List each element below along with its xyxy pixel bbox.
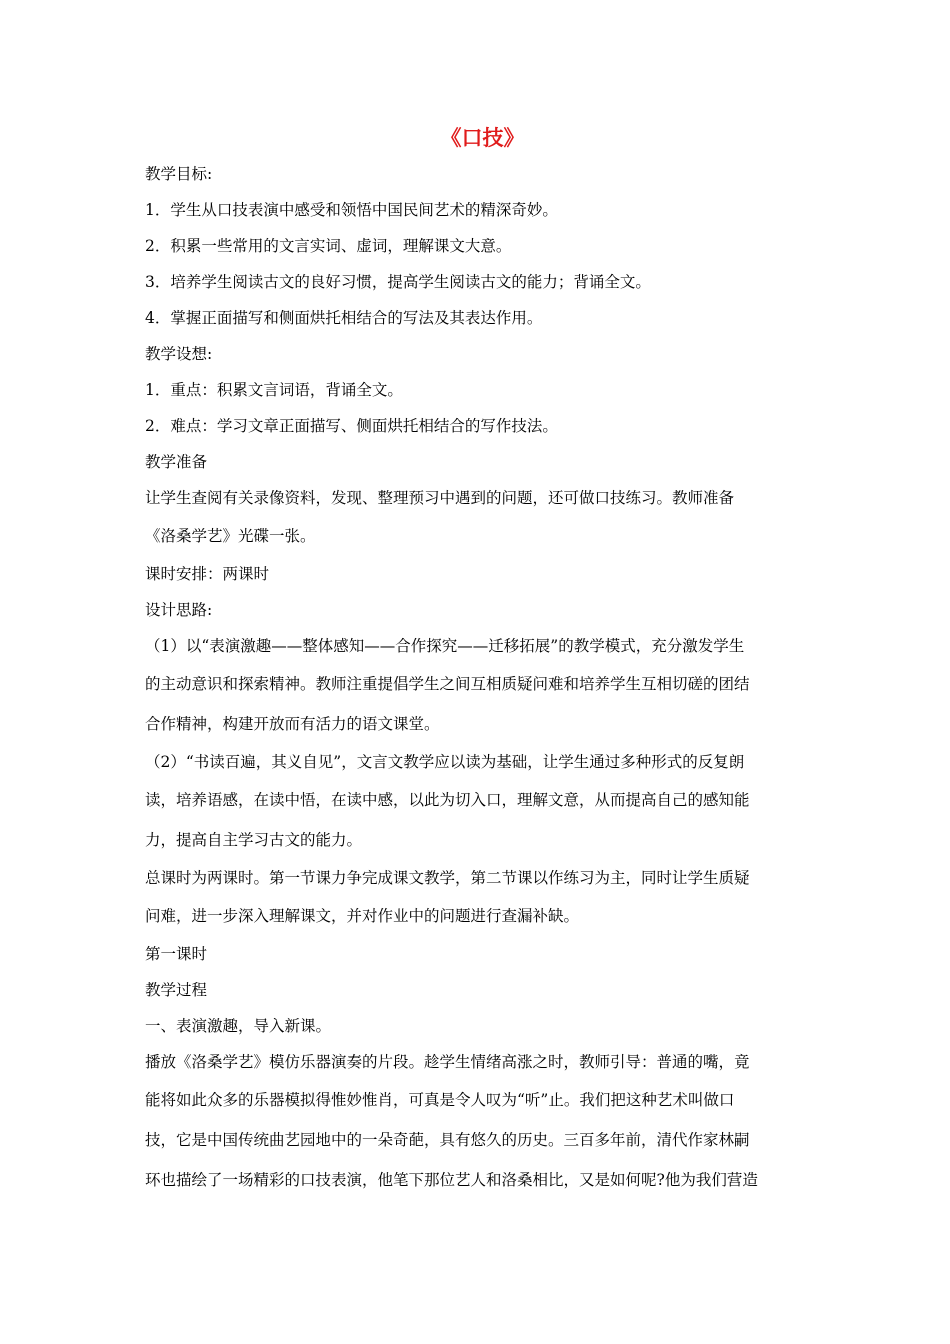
section-heading-objectives: 教学目标: [145,165,213,183]
schedule-line: 课时安排：两课时 [145,565,270,583]
process-heading: 教学过程 [145,981,208,999]
plan-item: 1．重点：积累文言词语，背诵全文。 [145,381,403,399]
objective-item: 1．学生从口技表演中感受和领悟中国民间艺术的精深奇妙。 [145,201,558,219]
section-heading-prep: 教学准备 [145,453,208,471]
intro-paragraph-line: 环也描绘了一场精彩的口技表演，他笔下那位艺人和洛桑相比，又是如何呢?他为我们营造 [145,1171,758,1189]
design-paragraph-1-line: 的主动意识和探索精神。教师注重提倡学生之间互相质疑问难和培养学生互相切磋的团结 [145,675,750,693]
document-title: 《口技》 [440,125,525,150]
design-paragraph-1-line: 合作精神，构建开放而有活力的语文课堂。 [145,715,440,733]
intro-paragraph-line: 能将如此众多的乐器模拟得惟妙惟肖，可真是令人叹为“听”止。我们把这种艺术叫做口 [145,1091,735,1109]
plan-item: 2．难点：学习文章正面描写、侧面烘托相结合的写作技法。 [145,417,558,435]
design-paragraph-2-line: （2）“书读百遍，其义自见”，文言文教学应以读为基础，让学生通过多种形式的反复朗 [145,753,745,771]
step-heading: 一、表演激趣，导入新课。 [145,1017,332,1035]
objective-item: 3．培养学生阅读古文的良好习惯，提高学生阅读古文的能力；背诵全文。 [145,273,651,291]
prep-paragraph-line: 让学生查阅有关录像资料，发现、整理预习中遇到的问题，还可做口技练习。教师准备 [145,489,735,507]
lesson-heading: 第一课时 [145,945,208,963]
design-paragraph-2-line: 读，培养语感，在读中悟，在读中感，以此为切入口，理解文意，从而提高自己的感知能 [145,791,750,809]
design-paragraph-2-line: 力，提高自主学习古文的能力。 [145,831,363,849]
section-heading-plan: 教学设想: [145,345,213,363]
objective-item: 2．积累一些常用的文言实词、虚词，理解课文大意。 [145,237,512,255]
intro-paragraph-line: 播放《洛桑学艺》模仿乐器演奏的片段。趁学生情绪高涨之时，教师引导：普通的嘴，竟 [145,1053,750,1071]
section-heading-design: 设计思路: [145,601,213,619]
total-paragraph-line: 问难，进一步深入理解课文，并对作业中的问题进行查漏补缺。 [145,907,580,925]
intro-paragraph-line: 技，它是中国传统曲艺园地中的一朵奇葩，具有悠久的历史。三百多年前，清代作家林嗣 [145,1131,750,1149]
total-paragraph-line: 总课时为两课时。第一节课力争完成课文教学，第二节课以作练习为主，同时让学生质疑 [145,869,750,887]
design-paragraph-1-line: （1）以“表演激趣——整体感知——合作探究——迁移拓展”的教学模式，充分激发学生 [145,637,745,655]
objective-item: 4．掌握正面描写和侧面烘托相结合的写法及其表达作用。 [145,309,543,327]
prep-paragraph-line: 《洛桑学艺》光碟一张。 [145,527,316,545]
document-page [145,120,810,1200]
